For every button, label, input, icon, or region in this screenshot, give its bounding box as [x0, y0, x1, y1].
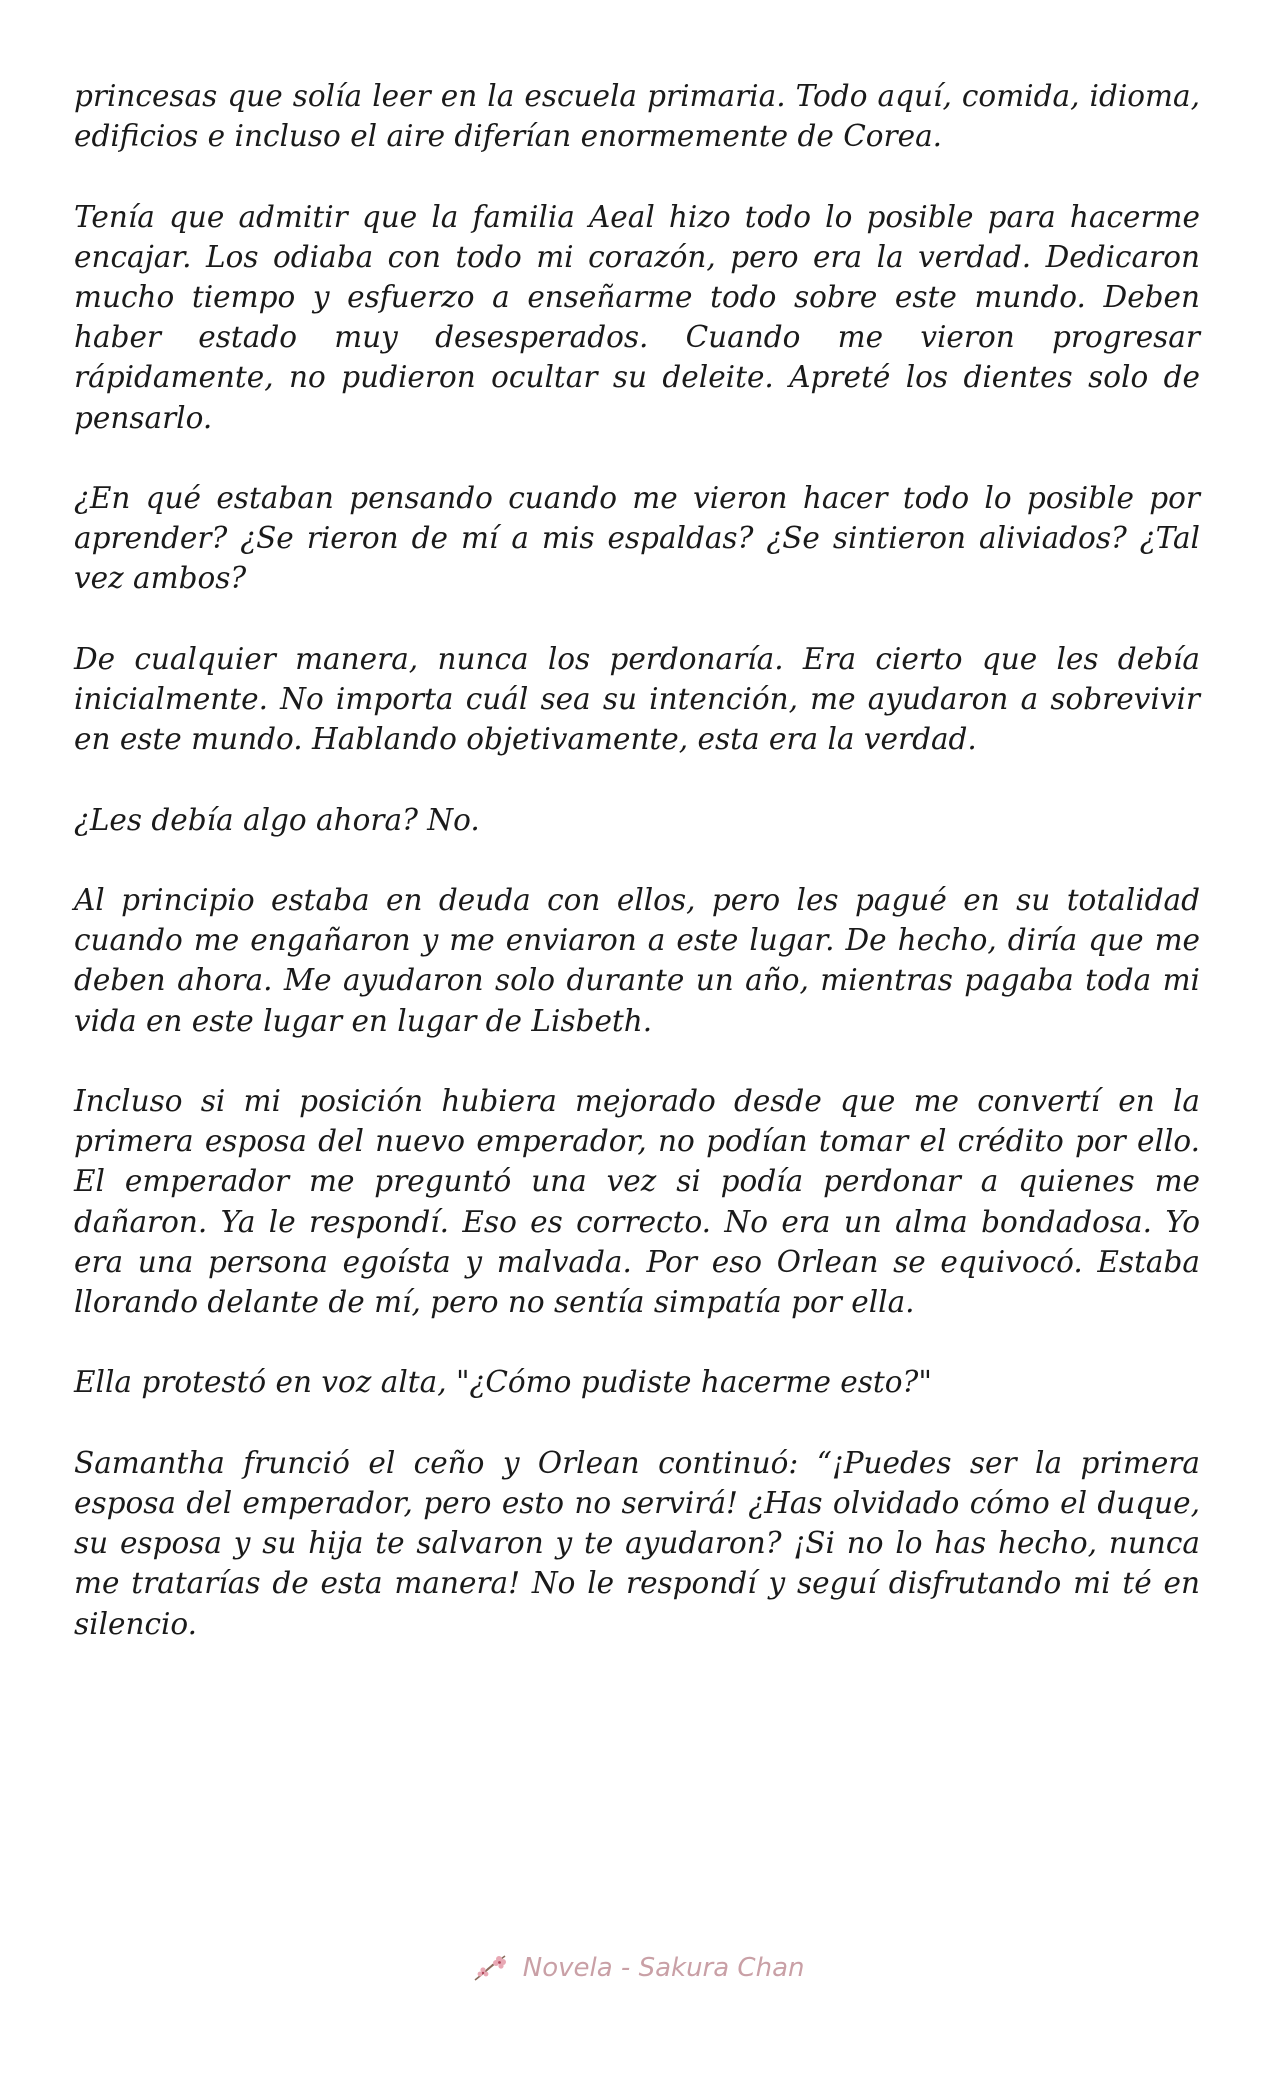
paragraph: Tenía que admitir que la familia Aeal hizo todo lo posible para hacerme encajar. Los odiaba con todo mi corazón, pero era la verdad. Dedicaron mucho tiempo y esfuerzo a enseñarme todo sobre este mundo. Deben haber estado muy desesperados. Cuando me vieron progresar rápidamente, no pudieron ocultar su deleite. Apreté los dientes solo de pensarlo.: [74, 199, 1200, 435]
paragraph: Al principio estaba en deuda con ellos, pero les pagué en su totalidad cuando me engañaron y me enviaron a este lugar. De hecho, diría que me deben ahora. Me ayudaron solo durante un año, mientras pagaba toda mi vida en este lugar en lugar de Lisbeth.: [74, 882, 1200, 1038]
paragraph: Incluso si mi posición hubiera mejorado desde que me convertí en la primera esposa del nuevo emperador, no podían tomar el crédito por ello. El emperador me preguntó una vez si podía perdonar a quienes me dañaron. Ya le respondí. Eso es correcto. No era un alma bondadosa. Yo era una persona egoísta y malvada. Por eso Orlean se equivocó. Estaba llorando delante de mí, pero no sentía simpatía por ella.: [74, 1083, 1200, 1319]
footer-label: Novela - Sakura Chan: [522, 1953, 805, 1983]
paragraph: Ella protestó en voz alta, "¿Cómo pudiste hacerme esto?": [74, 1365, 932, 1400]
paragraph: ¿En qué estaban pensando cuando me vieron hacer todo lo posible por aprender? ¿Se rieron de mí a mis espaldas? ¿Se sintieron aliviados? ¿Tal vez ambos?: [74, 481, 1200, 596]
paragraph: Samantha frunció el ceño y Orlean continuó: “¡Puedes ser la primera esposa del emperador, pero esto no servirá! ¿Has olvidado cómo el duque, su esposa y su hija te salvaron y te ayudaron? ¡Si no lo has hecho, nunca me tratarías de esta manera! No le respondí y seguí disfrutando mi té en silencio.: [74, 1445, 1200, 1641]
paragraph: ¿Les debía algo ahora? No.: [74, 802, 480, 837]
document-body: [74, 76, 1200, 1684]
cherry-blossom-icon: [471, 1950, 511, 1986]
paragraph: De cualquier manera, nunca los perdonaría. Era cierto que les debía inicialmente. No importa cuál sea su intención, me ayudaron a sobrevivir en este mundo. Hablando objetivamente, esta era la verdad.: [74, 641, 1200, 757]
paragraph: princesas que solía leer en la escuela primaria. Todo aquí, comida, idioma, edificios e incluso el aire diferían enormemente de Corea.: [74, 79, 1200, 154]
footer-watermark: [0, 1950, 1275, 1986]
